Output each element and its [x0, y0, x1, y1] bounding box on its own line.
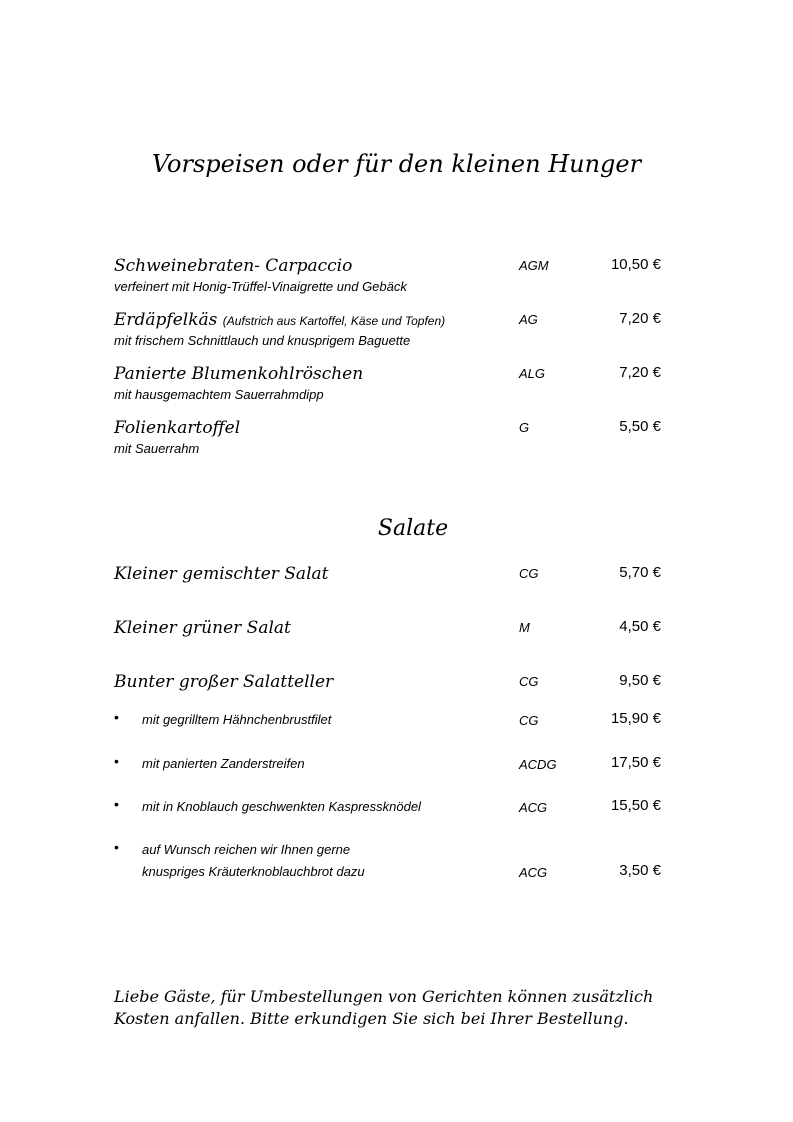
footer-note	[114, 986, 702, 1030]
menu-item-salatteller	[114, 672, 674, 716]
extra-text: mit gegrilltem Hähnchenbrustfilet	[142, 712, 332, 727]
menu-item-gemischter-salat	[114, 564, 674, 608]
item-description: verfeinert mit Honig-Trüffel-Vinaigrette und Gebäck	[114, 279, 407, 294]
menu-item-blumenkohl	[114, 364, 674, 408]
allergen-code: G	[519, 420, 530, 435]
allergen-code: ACG	[519, 865, 548, 880]
item-price: 5,50 €	[619, 418, 661, 435]
menu-item-carpaccio	[114, 256, 674, 300]
item-note: (Aufstrich aus Kartoffel, Käse und Topfen)	[222, 314, 446, 328]
extra-item-knoblauchbrot	[114, 839, 674, 886]
menu-item-folienkartoffel	[114, 418, 674, 462]
extra-item-zander	[114, 753, 674, 780]
footer-line-2: Kosten anfallen. Bitte erkundigen Sie sich bei Ihrer Bestellung.	[114, 1009, 629, 1028]
allergen-code: M	[519, 620, 530, 635]
item-description: mit frischem Schnittlauch und knusprigem Baguette	[114, 333, 411, 348]
item-price: 10,50 €	[610, 256, 661, 273]
allergen-code: CG	[519, 566, 539, 581]
bullet: •	[114, 753, 119, 769]
extra-price: 15,50 €	[610, 797, 661, 814]
footer-line-1: Liebe Gäste, für Umbestellungen von Gerichten können zusätzlich	[114, 987, 654, 1006]
extra-text: mit panierten Zanderstreifen	[142, 756, 305, 771]
allergen-code: ALG	[519, 366, 546, 381]
extra-item-kaspressknoedel	[114, 796, 674, 823]
item-name: Kleiner grüner Salat	[114, 618, 291, 638]
item-name: Panierte Blumenkohlröschen	[114, 364, 364, 384]
allergen-code: AG	[519, 312, 538, 327]
item-name: Erdäpfelkäs (Aufstrich aus Kartoffel, Käse und Topfen)	[114, 310, 446, 330]
item-description: mit Sauerrahm	[114, 441, 200, 456]
item-name: Schweinebraten- Carpaccio	[114, 256, 353, 276]
item-price: 9,50 €	[619, 672, 661, 689]
allergen-code: ACG	[519, 800, 548, 815]
starters-heading: Vorspeisen oder für den kleinen Hunger	[151, 150, 642, 178]
item-price: 7,20 €	[619, 364, 661, 381]
item-name: Bunter großer Salatteller	[114, 672, 334, 692]
item-price: 5,70 €	[619, 564, 661, 581]
allergen-code: AGM	[519, 258, 549, 273]
bullet: •	[114, 796, 119, 812]
salads-heading: Salate	[377, 516, 449, 541]
item-price: 4,50 €	[619, 618, 661, 635]
item-name: Folienkartoffel	[114, 418, 241, 438]
extra-text: mit in Knoblauch geschwenkten Kaspressknödel	[142, 799, 421, 814]
extra-price: 15,90 €	[610, 710, 661, 727]
menu-item-erdaepfelkaes	[114, 310, 674, 354]
bullet: •	[114, 839, 119, 855]
extra-text-continued: knuspriges Kräuterknoblauchbrot dazu	[142, 864, 365, 879]
item-description: mit hausgemachtem Sauerrahmdipp	[114, 387, 324, 402]
menu-item-gruener-salat	[114, 618, 674, 662]
allergen-code: ACDG	[519, 757, 557, 772]
item-name: Kleiner gemischter Salat	[114, 564, 329, 584]
allergen-code: CG	[519, 713, 539, 728]
extra-price: 17,50 €	[610, 754, 661, 771]
extra-price: 3,50 €	[619, 862, 661, 879]
extra-text: auf Wunsch reichen wir Ihnen gerne	[142, 842, 351, 857]
extra-item-haehnchen	[114, 709, 674, 736]
allergen-code: CG	[519, 674, 539, 689]
item-price: 7,20 €	[619, 310, 661, 327]
bullet: •	[114, 709, 119, 725]
